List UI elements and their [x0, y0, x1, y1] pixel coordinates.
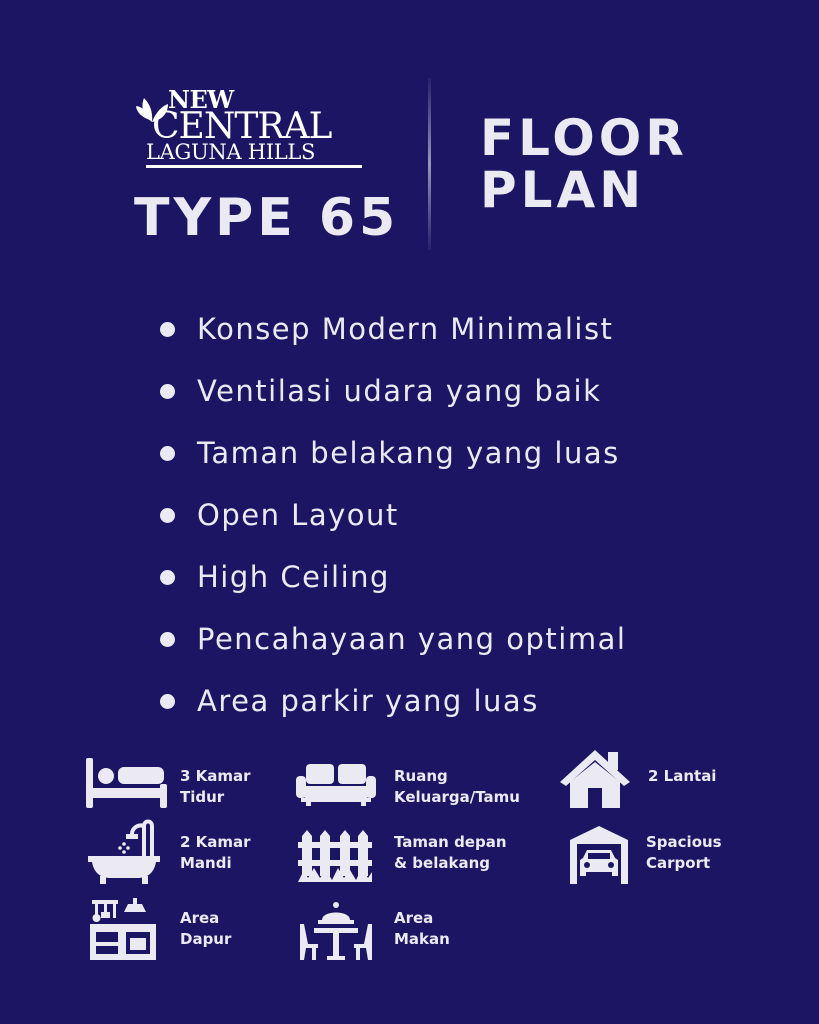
feature-text: Konsep Modern Minimalist — [197, 312, 614, 346]
bullet-icon — [160, 384, 175, 399]
amenity-label: Area Makan — [394, 909, 450, 948]
feature-text: Ventilasi udara yang baik — [197, 374, 602, 408]
amenity-dining — [300, 902, 450, 960]
feature-list — [160, 298, 626, 732]
amenity-label: Spacious Carport — [646, 833, 722, 872]
feature-item — [160, 422, 626, 484]
feature-text: Pencahayaan yang optimal — [197, 622, 627, 656]
type-title: TYPE 65 — [134, 188, 400, 248]
kitchen-icon — [90, 894, 156, 960]
brand-line-new: NEW — [168, 85, 234, 114]
feature-item — [160, 546, 626, 608]
bullet-icon — [160, 570, 175, 585]
amenity-label: 2 Kamar Mandi — [180, 833, 251, 872]
feature-text: Taman belakang yang luas — [197, 436, 620, 470]
amenity-label: Taman depan & belakang — [394, 833, 507, 872]
brand-logo — [132, 85, 367, 174]
plan-title-line2: PLAN — [480, 161, 646, 219]
feature-text: High Ceiling — [197, 560, 390, 594]
garden-fence-icon — [298, 826, 372, 882]
carport-icon — [568, 824, 630, 884]
bullet-icon — [160, 632, 175, 647]
amenity-label: 2 Lantai — [648, 767, 717, 785]
amenity-living-room — [296, 764, 520, 808]
feature-item — [160, 360, 626, 422]
dining-table-icon — [300, 902, 372, 960]
amenity-bathrooms — [88, 818, 251, 886]
brand-line-central: CENTRAL — [152, 106, 332, 147]
bathtub-icon — [88, 818, 160, 886]
feature-text: Area parkir yang luas — [197, 684, 539, 718]
plan-title — [480, 109, 688, 219]
bullet-icon — [160, 446, 175, 461]
amenity-label: Ruang Keluarga/Tamu — [394, 767, 520, 806]
plan-title-line1: FLOOR — [480, 109, 688, 167]
amenity-kitchen — [90, 894, 231, 960]
amenity-bedrooms — [86, 758, 251, 810]
house-icon — [558, 748, 632, 810]
amenity-floors — [558, 748, 716, 810]
amenity-label: 3 Kamar Tidur — [180, 767, 251, 806]
feature-text: Open Layout — [197, 498, 399, 532]
amenity-garden — [298, 826, 507, 882]
bullet-icon — [160, 694, 175, 709]
feature-item — [160, 608, 626, 670]
brand-underline — [146, 165, 362, 168]
amenity-label: Area Dapur — [180, 909, 232, 948]
amenity-carport — [568, 824, 722, 884]
sofa-icon — [296, 764, 376, 806]
feature-item — [160, 670, 626, 732]
brand-line-laguna-hills: LAGUNA HILLS — [146, 140, 316, 164]
feature-item — [160, 298, 626, 360]
bullet-icon — [160, 508, 175, 523]
bed-icon — [86, 758, 168, 810]
feature-item — [160, 484, 626, 546]
header-divider — [428, 78, 431, 250]
bullet-icon — [160, 322, 175, 337]
